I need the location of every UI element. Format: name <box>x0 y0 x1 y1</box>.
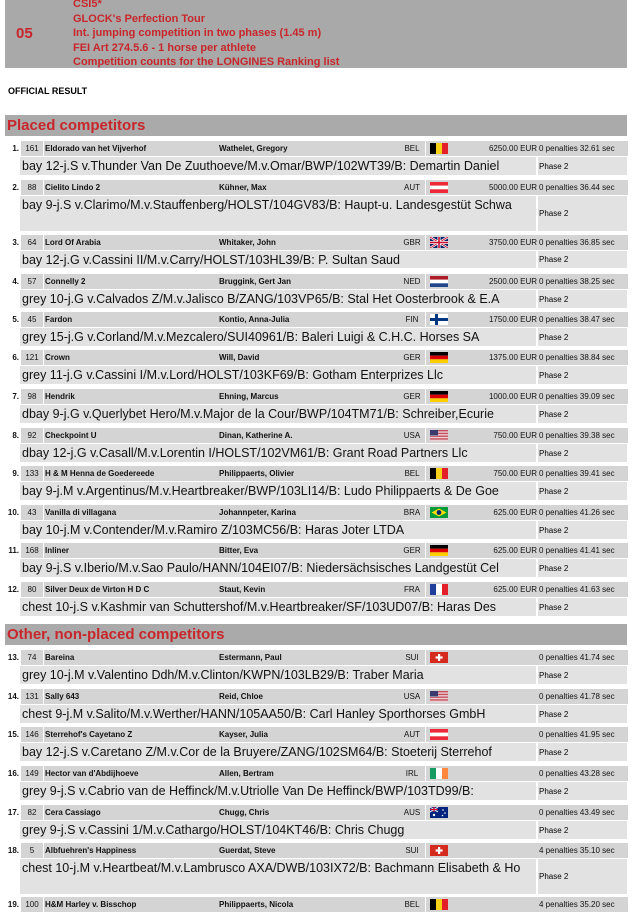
rank: 9. <box>5 466 19 481</box>
phase-label: Phase 2 <box>538 598 627 616</box>
horse-name: Sally 643 <box>44 689 219 704</box>
nation-code: BEL <box>399 897 425 912</box>
result-entry <box>5 650 627 685</box>
horse-details-row <box>5 705 627 724</box>
result-entry <box>5 428 627 463</box>
horse-name: H&M Harley v. Bisschop <box>44 897 219 912</box>
bib-number: 92 <box>21 428 43 443</box>
result-score: 0 penalties 36.85 sec <box>538 235 628 250</box>
result-score: 0 penalties 41.26 sec <box>538 505 628 520</box>
phase-label: Phase 2 <box>538 559 627 577</box>
bib-number: 5 <box>21 843 43 858</box>
rank: 8. <box>5 428 19 443</box>
horse-name: Eldorado van het Vijverhof <box>44 141 219 156</box>
rank: 5. <box>5 312 19 327</box>
rider-name: Philippaerts, Olivier <box>217 466 401 481</box>
horse-name: Albfuehren's Happiness <box>44 843 219 858</box>
rider-name: Bruggink, Gert Jan <box>217 274 401 289</box>
result-entry <box>5 805 627 840</box>
horse-details-row <box>5 782 627 801</box>
prize-money: 1375.00 EUR <box>454 350 538 365</box>
flag-icon <box>430 899 448 910</box>
flag-cell <box>426 141 454 156</box>
horse-name: Cera Cassiago <box>44 805 219 820</box>
prize-money: 5000.00 EUR <box>454 180 538 195</box>
rider-name: Will, David <box>217 350 401 365</box>
rider-name: Wathelet, Gregory <box>217 141 401 156</box>
prize-money <box>454 650 538 665</box>
horse-name: Checkpoint U <box>44 428 219 443</box>
horse-name: Inliner <box>44 543 219 558</box>
horse-description: grey 10-j.M v.Valentino Ddh/M.v.Clinton/KWPN/103LB29/B: Traber Maria <box>20 666 536 684</box>
horse-name: Vanilla di villagana <box>44 505 219 520</box>
prize-money: 1000.00 EUR <box>454 389 538 404</box>
phase-label: Phase 2 <box>538 157 627 175</box>
official-result-label: OFFICIAL RESULT <box>8 86 88 96</box>
horse-details-row <box>5 196 627 232</box>
nation-code: BRA <box>399 505 425 520</box>
rider-name: Guerdat, Steve <box>217 843 401 858</box>
rider-name: Dinan, Katherine A. <box>217 428 401 443</box>
flag-cell <box>426 650 454 665</box>
bib-number: 100 <box>21 897 43 912</box>
result-row <box>5 727 627 743</box>
horse-description: grey 10-j.G v.Calvados Z/M.v.Jalisco B/ZANG/103VP65/B: Stal Het Oosterbrook & E.A <box>20 290 536 308</box>
result-row <box>5 805 627 821</box>
horse-description: bay 12-j.S v.Thunder Van De Zuuthoeve/M.v.Omar/BWP/102WT39/B: Demartin Daniel <box>20 157 536 175</box>
horse-details-row <box>5 157 627 176</box>
prize-money: 6250.00 EUR <box>454 141 538 156</box>
prize-money <box>454 805 538 820</box>
flag-icon <box>430 352 448 363</box>
result-row <box>5 766 627 782</box>
phase-label: Phase 2 <box>538 196 627 231</box>
nation-code: SUI <box>399 650 425 665</box>
horse-description: chest 10-j.M v.Heartbeat/M.v.Lambrusco AXA/DWB/103IX72/B: Bachmann Elisabeth & Ho <box>20 859 536 894</box>
horse-description: grey 9-j.S v.Cabrio van de Heffinck/M.v.Utriolle Van De Heffinck/BWP/103TD99/B: <box>20 782 536 800</box>
rank: 4. <box>5 274 19 289</box>
nation-code: BEL <box>399 466 425 481</box>
rider-name: Philippaerts, Nicola <box>217 897 401 912</box>
rider-name: Chugg, Chris <box>217 805 401 820</box>
flag-icon <box>430 845 448 856</box>
phase-label: Phase 2 <box>538 328 627 346</box>
flag-icon <box>430 807 448 818</box>
nation-code: GBR <box>399 235 425 250</box>
result-entry <box>5 843 627 895</box>
phase-label: Phase 2 <box>538 666 627 684</box>
result-entry <box>5 543 627 578</box>
bib-number: 161 <box>21 141 43 156</box>
result-entry <box>5 466 627 501</box>
horse-description: grey 15-j.G v.Corland/M.v.Mezcalero/SUI40961/B: Baleri Luigi & C.H.C. Horses SA <box>20 328 536 346</box>
phase-label: Phase 2 <box>538 521 627 539</box>
horse-description: bay 12-j.G v.Cassini II/M.v.Carry/HOLST/103HL39/B: P. Sultan Saud <box>20 251 536 268</box>
result-score: 0 penalties 43.49 sec <box>538 805 628 820</box>
horse-details-row <box>5 251 627 269</box>
horse-name: Cielito Lindo 2 <box>44 180 219 195</box>
flag-icon <box>430 729 448 740</box>
flag-icon <box>430 507 448 518</box>
competition-ranking: Competition counts for the LONGINES Ranking list <box>73 56 340 69</box>
nation-code: GER <box>399 543 425 558</box>
flag-icon <box>430 314 448 325</box>
result-row <box>5 543 627 559</box>
flag-cell <box>426 466 454 481</box>
horse-description: dbay 9-j.G v.Querlybet Hero/M.v.Major de la Cour/BWP/104TM71/B: Schreiber,Ecurie <box>20 405 536 423</box>
result-score: 0 penalties 38.25 sec <box>538 274 628 289</box>
rider-name: Ehning, Marcus <box>217 389 401 404</box>
flag-cell <box>426 689 454 704</box>
rider-name: Bitter, Eva <box>217 543 401 558</box>
section-heading-placed: Placed competitors <box>5 115 627 136</box>
bib-number: 64 <box>21 235 43 250</box>
horse-description: bay 9-j.S v.Clarimo/M.v.Stauffenberg/HOLST/104GV83/B: Haupt-u. Landesgestüt Schwa <box>20 196 536 231</box>
flag-cell <box>426 543 454 558</box>
horse-details-row <box>5 859 627 895</box>
prize-money: 625.00 EUR <box>454 505 538 520</box>
result-row <box>5 428 627 444</box>
prize-money <box>454 689 538 704</box>
result-entry <box>5 505 627 540</box>
competition-tour: GLOCK's Perfection Tour <box>73 12 205 25</box>
prize-money: 3750.00 EUR <box>454 235 538 250</box>
result-row <box>5 505 627 521</box>
result-score: 0 penalties 38.47 sec <box>538 312 628 327</box>
prize-money: 1750.00 EUR <box>454 312 538 327</box>
horse-name: Bareina <box>44 650 219 665</box>
prize-money <box>454 727 538 742</box>
flag-cell <box>426 235 454 250</box>
rank: 13. <box>5 650 19 665</box>
result-score: 0 penalties 41.41 sec <box>538 543 628 558</box>
result-entry <box>5 312 627 347</box>
flag-icon <box>430 182 448 193</box>
flag-cell <box>426 766 454 781</box>
result-entry <box>5 235 627 269</box>
bib-number: 168 <box>21 543 43 558</box>
result-entry <box>5 689 627 724</box>
rider-name: Kayser, Julia <box>217 727 401 742</box>
horse-details-row <box>5 366 627 385</box>
phase-label: Phase 2 <box>538 821 627 839</box>
flag-cell <box>426 428 454 443</box>
rider-name: Estermann, Paul <box>217 650 401 665</box>
phase-label: Phase 2 <box>538 859 627 894</box>
rank: 6. <box>5 350 19 365</box>
horse-details-row <box>5 290 627 309</box>
nation-code: BEL <box>399 141 425 156</box>
result-row <box>5 141 627 157</box>
flag-cell <box>426 505 454 520</box>
result-entry <box>5 274 627 309</box>
result-score: 0 penalties 41.74 sec <box>538 650 628 665</box>
bib-number: 131 <box>21 689 43 704</box>
rank: 16. <box>5 766 19 781</box>
flag-cell <box>426 180 454 195</box>
flag-icon <box>430 276 448 287</box>
phase-label: Phase 2 <box>538 251 627 268</box>
result-score: 0 penalties 38.84 sec <box>538 350 628 365</box>
flag-cell <box>426 843 454 858</box>
result-row <box>5 350 627 366</box>
nation-code: FIN <box>399 312 425 327</box>
result-score: 0 penalties 43.28 sec <box>538 766 628 781</box>
flag-icon <box>430 545 448 556</box>
flag-icon <box>430 237 448 248</box>
nation-code: GER <box>399 389 425 404</box>
horse-details-row <box>5 743 627 762</box>
rank: 11. <box>5 543 19 558</box>
result-row <box>5 274 627 290</box>
flag-cell <box>426 389 454 404</box>
horse-details-row <box>5 821 627 840</box>
horse-description: bay 9-j.M v.Argentinus/M.v.Heartbreaker/BWP/103LI14/B: Ludo Philippaerts & De Goe <box>20 482 536 500</box>
horse-details-row <box>5 328 627 347</box>
bib-number: 98 <box>21 389 43 404</box>
result-row <box>5 235 627 251</box>
result-row <box>5 389 627 405</box>
horse-name: Crown <box>44 350 219 365</box>
competition-level: CSI5* <box>73 0 102 10</box>
prize-money <box>454 766 538 781</box>
rank: 3. <box>5 235 19 250</box>
horse-name: Silver Deux de Virton H D C <box>44 582 219 597</box>
result-entry <box>5 141 627 176</box>
nation-code: AUS <box>399 805 425 820</box>
horse-description: grey 11-j.G v.Cassini I/M.v.Lord/HOLST/103KF69/B: Gotham Enterprizes Llc <box>20 366 536 384</box>
bib-number: 74 <box>21 650 43 665</box>
result-row <box>5 843 627 859</box>
result-row <box>5 689 627 705</box>
bib-number: 149 <box>21 766 43 781</box>
rank: 2. <box>5 180 19 195</box>
horse-name: Hector van d'Abdijhoeve <box>44 766 219 781</box>
prize-money <box>454 897 538 912</box>
horse-name: Fardon <box>44 312 219 327</box>
phase-label: Phase 2 <box>538 782 627 800</box>
horse-description: bay 12-j.S v.Caretano Z/M.v.Cor de la Bruyere/ZANG/102SM64/B: Stoeterij Sterrehof <box>20 743 536 761</box>
bib-number: 82 <box>21 805 43 820</box>
rank: 7. <box>5 389 19 404</box>
rider-name: Staut, Kevin <box>217 582 401 597</box>
prize-money: 625.00 EUR <box>454 543 538 558</box>
flag-cell <box>426 897 454 912</box>
flag-icon <box>430 768 448 779</box>
nation-code: GER <box>399 350 425 365</box>
phase-label: Phase 2 <box>538 366 627 384</box>
nation-code: AUT <box>399 727 425 742</box>
prize-money <box>454 843 538 858</box>
result-row <box>5 582 627 598</box>
result-row <box>5 650 627 666</box>
flag-cell <box>426 312 454 327</box>
result-score: 0 penalties 41.78 sec <box>538 689 628 704</box>
result-score: 4 penalties 35.10 sec <box>538 843 628 858</box>
result-row <box>5 180 627 196</box>
flag-icon <box>430 691 448 702</box>
result-score: 0 penalties 39.09 sec <box>538 389 628 404</box>
horse-description: chest 9-j.M v.Salito/M.v.Werther/HANN/105AA50/B: Carl Hanley Sporthorses GmbH <box>20 705 536 723</box>
nation-code: FRA <box>399 582 425 597</box>
nation-code: IRL <box>399 766 425 781</box>
bib-number: 80 <box>21 582 43 597</box>
horse-description: bay 9-j.S v.Iberio/M.v.Sao Paulo/HANN/104EI07/B: Niedersächsisches Landgestüt Cel <box>20 559 536 577</box>
flag-cell <box>426 274 454 289</box>
section-heading-other: Other, non-placed competitors <box>5 624 627 645</box>
bib-number: 133 <box>21 466 43 481</box>
competition-number: 05 <box>16 25 33 42</box>
result-row <box>5 897 627 913</box>
phase-label: Phase 2 <box>538 444 627 462</box>
flag-cell <box>426 582 454 597</box>
rank: 18. <box>5 843 19 858</box>
nation-code: AUT <box>399 180 425 195</box>
horse-name: Hendrik <box>44 389 219 404</box>
horse-description: chest 10-j.S v.Kashmir van Schuttershof/M.v.Heartbreaker/SF/103UD07/B: Haras Des <box>20 598 536 616</box>
flag-cell <box>426 727 454 742</box>
bib-number: 57 <box>21 274 43 289</box>
nation-code: NED <box>399 274 425 289</box>
horse-description: bay 10-j.M v.Contender/M.v.Ramiro Z/103MC56/B: Haras Joter LTDA <box>20 521 536 539</box>
horse-details-row <box>5 521 627 540</box>
phase-label: Phase 2 <box>538 705 627 723</box>
flag-icon <box>430 652 448 663</box>
result-score: 4 penalties 35.20 sec <box>538 897 628 912</box>
prize-money: 750.00 EUR <box>454 466 538 481</box>
nation-code: USA <box>399 689 425 704</box>
result-entry <box>5 180 627 232</box>
result-entry <box>5 766 627 801</box>
rider-name: Allen, Bertram <box>217 766 401 781</box>
rider-name: Reid, Chloe <box>217 689 401 704</box>
result-entry <box>5 389 627 424</box>
bib-number: 146 <box>21 727 43 742</box>
rider-name: Whitaker, John <box>217 235 401 250</box>
rank: 15. <box>5 727 19 742</box>
prize-money: 625.00 EUR <box>454 582 538 597</box>
horse-name: Lord Of Arabia <box>44 235 219 250</box>
flag-icon <box>430 468 448 479</box>
rank: 17. <box>5 805 19 820</box>
result-score: 0 penalties 41.63 sec <box>538 582 628 597</box>
horse-details-row <box>5 666 627 685</box>
prize-money: 2500.00 EUR <box>454 274 538 289</box>
result-row <box>5 466 627 482</box>
prize-money: 750.00 EUR <box>454 428 538 443</box>
horse-details-row <box>5 444 627 463</box>
bib-number: 121 <box>21 350 43 365</box>
phase-label: Phase 2 <box>538 482 627 500</box>
rank: 19. <box>5 897 19 912</box>
rank: 14. <box>5 689 19 704</box>
competition-header <box>5 0 627 68</box>
rider-name: Kontio, Anna-Julia <box>217 312 401 327</box>
phase-label: Phase 2 <box>538 743 627 761</box>
competition-rule: FEI Art 274.5.6 - 1 horse per athlete <box>73 41 256 54</box>
horse-name: Sterrehof's Cayetano Z <box>44 727 219 742</box>
horse-details-row <box>5 598 627 617</box>
result-row <box>5 312 627 328</box>
flag-icon <box>430 143 448 154</box>
rider-name: Johannpeter, Karina <box>217 505 401 520</box>
nation-code: USA <box>399 428 425 443</box>
result-score: 0 penalties 32.61 sec <box>538 141 628 156</box>
rank: 10. <box>5 505 19 520</box>
horse-details-row <box>5 559 627 578</box>
flag-cell <box>426 350 454 365</box>
competition-info <box>73 0 339 70</box>
result-score: 0 penalties 39.38 sec <box>538 428 628 443</box>
flag-cell <box>426 805 454 820</box>
result-entry <box>5 350 627 385</box>
horse-description: grey 9-j.S v.Cassini 1/M.v.Cathargo/HOLST/104KT46/B: Chris Chugg <box>20 821 536 839</box>
bib-number: 43 <box>21 505 43 520</box>
result-entry <box>5 727 627 762</box>
phase-label: Phase 2 <box>538 405 627 423</box>
rank: 12. <box>5 582 19 597</box>
rank: 1. <box>5 141 19 156</box>
horse-description: dbay 12-j.G v.Casall/M.v.Lorentin I/HOLST/102VM61/B: Grant Road Partners Llc <box>20 444 536 462</box>
flag-icon <box>430 584 448 595</box>
horse-name: H & M Henna de Goedereede <box>44 466 219 481</box>
result-score: 0 penalties 41.95 sec <box>538 727 628 742</box>
flag-icon <box>430 430 448 441</box>
rider-name: Kühner, Max <box>217 180 401 195</box>
horse-details-row <box>5 482 627 501</box>
horse-details-row <box>5 405 627 424</box>
flag-icon <box>430 391 448 402</box>
result-entry <box>5 582 627 617</box>
bib-number: 45 <box>21 312 43 327</box>
phase-label: Phase 2 <box>538 290 627 308</box>
result-score: 0 penalties 39.41 sec <box>538 466 628 481</box>
result-score: 0 penalties 36.44 sec <box>538 180 628 195</box>
competition-type: Int. jumping competition in two phases (1.45 m) <box>73 27 322 40</box>
horse-name: Connelly 2 <box>44 274 219 289</box>
nation-code: SUI <box>399 843 425 858</box>
result-entry <box>5 897 627 913</box>
bib-number: 88 <box>21 180 43 195</box>
